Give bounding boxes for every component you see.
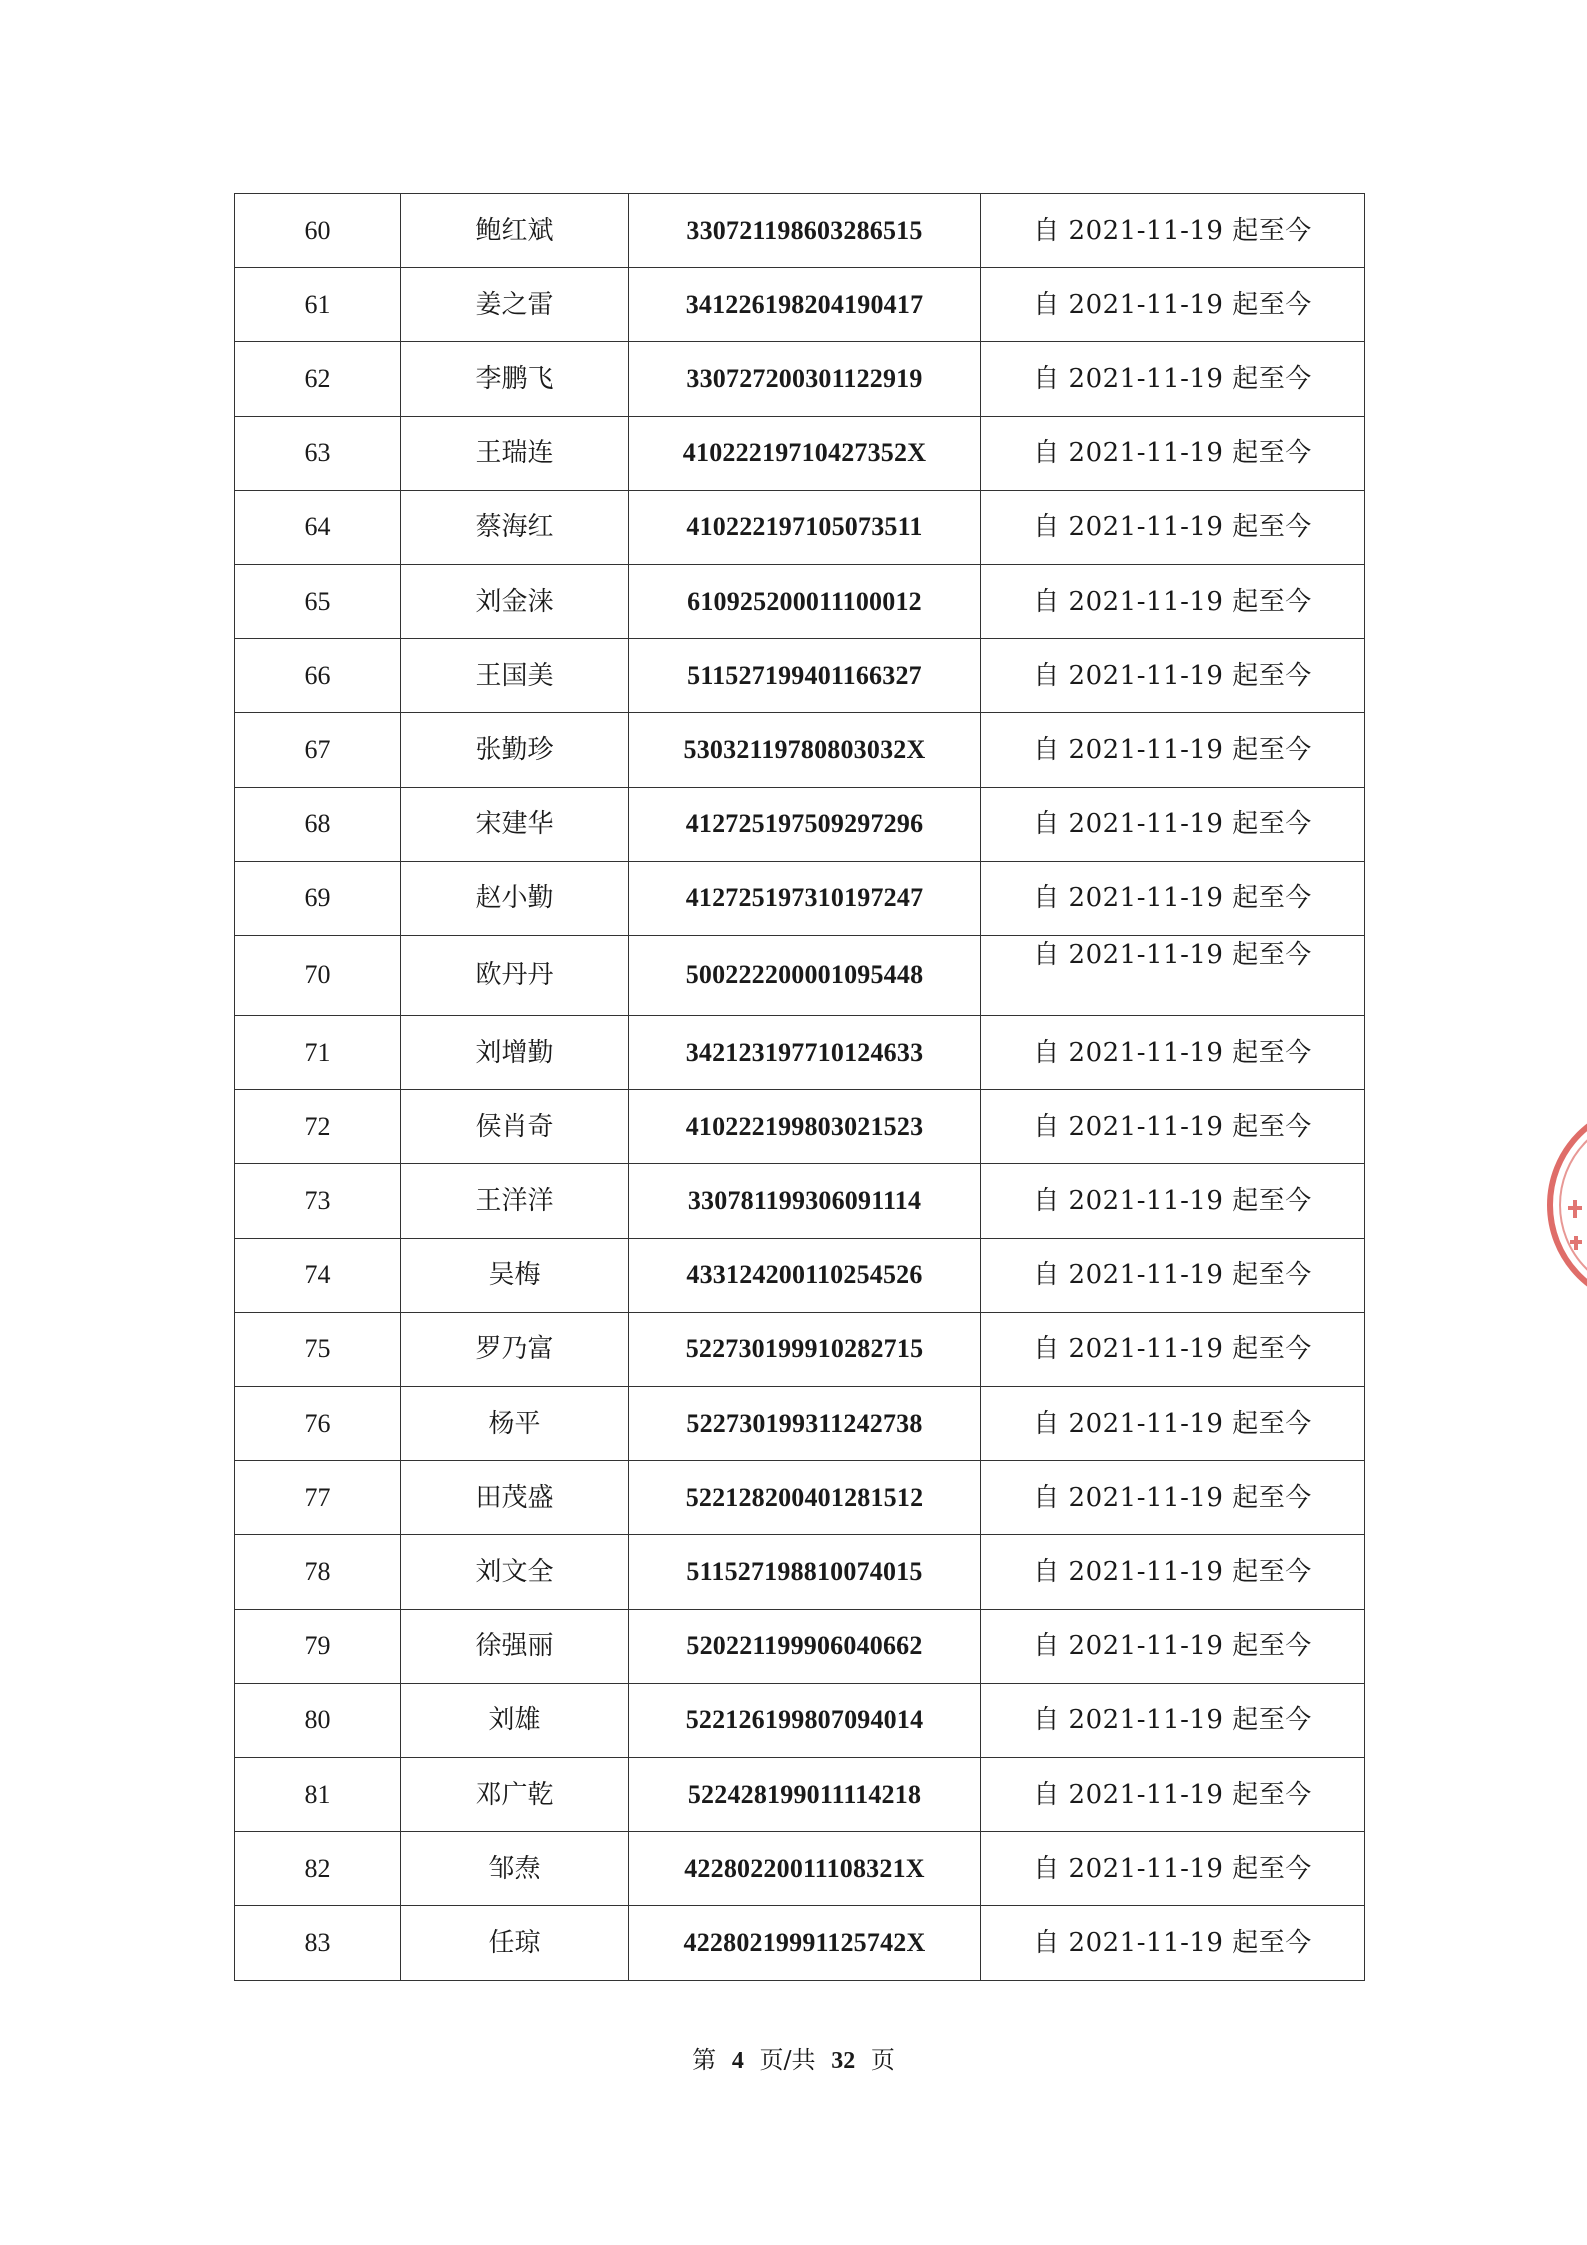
row-number-cell: 71 (235, 1016, 401, 1090)
row-name-cell: 鲍红斌 (401, 194, 629, 268)
table-row (235, 713, 1365, 787)
row-number-cell: 75 (235, 1312, 401, 1386)
row-number-cell: 61 (235, 268, 401, 342)
row-name-cell: 王国美 (401, 639, 629, 713)
row-number-cell: 69 (235, 861, 401, 935)
row-name-cell: 刘增勤 (401, 1016, 629, 1090)
table-row (235, 787, 1365, 861)
table-row (235, 935, 1365, 1015)
row-name-cell: 邹焘 (401, 1832, 629, 1906)
row-id-number-cell: 433124200110254526 (629, 1238, 981, 1312)
footer-total-pages: 32 (831, 2048, 856, 2074)
row-name-cell: 张勤珍 (401, 713, 629, 787)
row-period-cell: 自 2021-11-19 起至今 (981, 935, 1365, 1015)
row-id-number-cell: 520221199906040662 (629, 1609, 981, 1683)
row-name-cell: 侯肖奇 (401, 1090, 629, 1164)
row-id-number-cell: 412725197509297296 (629, 787, 981, 861)
row-name-cell: 罗乃富 (401, 1312, 629, 1386)
table-row (235, 268, 1365, 342)
row-name-cell: 赵小勤 (401, 861, 629, 935)
row-number-cell: 64 (235, 490, 401, 564)
row-id-number-cell: 522126199807094014 (629, 1683, 981, 1757)
footer-prefix: 第 (692, 2046, 717, 2074)
table-row (235, 1832, 1365, 1906)
row-number-cell: 82 (235, 1832, 401, 1906)
row-id-number-cell: 42280220011108321X (629, 1832, 981, 1906)
row-number-cell: 63 (235, 416, 401, 490)
row-id-number-cell: 500222200001095448 (629, 935, 981, 1015)
table-row (235, 564, 1365, 638)
row-number-cell: 70 (235, 935, 401, 1015)
table-row (235, 416, 1365, 490)
footer-current-page: 4 (731, 2048, 744, 2074)
table-row (235, 639, 1365, 713)
row-id-number-cell: 330727200301122919 (629, 342, 981, 416)
row-period-cell: 自 2021-11-19 起至今 (981, 1461, 1365, 1535)
table-row (235, 861, 1365, 935)
table-row (235, 1016, 1365, 1090)
row-id-number-cell: 53032119780803032X (629, 713, 981, 787)
row-period-cell: 自 2021-11-19 起至今 (981, 1016, 1365, 1090)
row-number-cell: 80 (235, 1683, 401, 1757)
table-row (235, 1164, 1365, 1238)
row-name-cell: 杨平 (401, 1387, 629, 1461)
page-footer (0, 2040, 1587, 2075)
table-row (235, 1757, 1365, 1831)
row-number-cell: 73 (235, 1164, 401, 1238)
footer-middle: 页/共 (759, 2046, 816, 2074)
row-id-number-cell: 410222199803021523 (629, 1090, 981, 1164)
row-id-number-cell: 522730199910282715 (629, 1312, 981, 1386)
row-name-cell: 吴梅 (401, 1238, 629, 1312)
row-period-cell: 自 2021-11-19 起至今 (981, 1609, 1365, 1683)
table-row (235, 1609, 1365, 1683)
row-number-cell: 67 (235, 713, 401, 787)
table-row (235, 1312, 1365, 1386)
row-id-number-cell: 341226198204190417 (629, 268, 981, 342)
table-row (235, 194, 1365, 268)
row-period-cell: 自 2021-11-19 起至今 (981, 787, 1365, 861)
row-period-cell: 自 2021-11-19 起至今 (981, 713, 1365, 787)
row-id-number-cell: 42280219991125742X (629, 1906, 981, 1980)
row-name-cell: 蔡海红 (401, 490, 629, 564)
table-row (235, 1906, 1365, 1980)
row-number-cell: 81 (235, 1757, 401, 1831)
row-id-number-cell: 522428199011114218 (629, 1757, 981, 1831)
row-period-cell: 自 2021-11-19 起至今 (981, 416, 1365, 490)
row-number-cell: 68 (235, 787, 401, 861)
row-id-number-cell: 511527199401166327 (629, 639, 981, 713)
row-name-cell: 邓广乾 (401, 1757, 629, 1831)
row-name-cell: 徐强丽 (401, 1609, 629, 1683)
row-period-cell: 自 2021-11-19 起至今 (981, 1164, 1365, 1238)
table-row (235, 1238, 1365, 1312)
table-row (235, 342, 1365, 416)
row-number-cell: 62 (235, 342, 401, 416)
row-period-cell: 自 2021-11-19 起至今 (981, 1906, 1365, 1980)
row-id-number-cell: 330721198603286515 (629, 194, 981, 268)
row-id-number-cell: 511527198810074015 (629, 1535, 981, 1609)
table-row (235, 1461, 1365, 1535)
row-period-cell: 自 2021-11-19 起至今 (981, 564, 1365, 638)
roster-table-body (235, 194, 1365, 1981)
row-period-cell: 自 2021-11-19 起至今 (981, 1387, 1365, 1461)
table-row (235, 1090, 1365, 1164)
row-id-number-cell: 342123197710124633 (629, 1016, 981, 1090)
row-number-cell: 76 (235, 1387, 401, 1461)
table-row (235, 1535, 1365, 1609)
row-id-number-cell: 410222197105073511 (629, 490, 981, 564)
row-period-cell: 自 2021-11-19 起至今 (981, 1238, 1365, 1312)
row-period-cell: 自 2021-11-19 起至今 (981, 1757, 1365, 1831)
row-id-number-cell: 610925200011100012 (629, 564, 981, 638)
row-period-cell: 自 2021-11-19 起至今 (981, 639, 1365, 713)
row-number-cell: 66 (235, 639, 401, 713)
row-id-number-cell: 41022219710427352X (629, 416, 981, 490)
row-period-cell: 自 2021-11-19 起至今 (981, 194, 1365, 268)
row-id-number-cell: 522730199311242738 (629, 1387, 981, 1461)
row-id-number-cell: 412725197310197247 (629, 861, 981, 935)
row-number-cell: 60 (235, 194, 401, 268)
row-number-cell: 79 (235, 1609, 401, 1683)
row-period-cell: 自 2021-11-19 起至今 (981, 1535, 1365, 1609)
row-number-cell: 78 (235, 1535, 401, 1609)
row-name-cell: 欧丹丹 (401, 935, 629, 1015)
row-period-cell: 自 2021-11-19 起至今 (981, 1090, 1365, 1164)
row-id-number-cell: 522128200401281512 (629, 1461, 981, 1535)
table-row (235, 490, 1365, 564)
row-name-cell: 姜之雷 (401, 268, 629, 342)
footer-suffix: 页 (870, 2046, 895, 2074)
row-name-cell: 王洋洋 (401, 1164, 629, 1238)
row-period-cell: 自 2021-11-19 起至今 (981, 1683, 1365, 1757)
row-number-cell: 77 (235, 1461, 401, 1535)
row-name-cell: 王瑞连 (401, 416, 629, 490)
row-period-cell: 自 2021-11-19 起至今 (981, 1312, 1365, 1386)
row-number-cell: 83 (235, 1906, 401, 1980)
row-period-cell: 自 2021-11-19 起至今 (981, 268, 1365, 342)
row-name-cell: 田茂盛 (401, 1461, 629, 1535)
roster-table (234, 193, 1365, 1981)
row-name-cell: 宋建华 (401, 787, 629, 861)
row-name-cell: 刘文全 (401, 1535, 629, 1609)
row-period-cell: 自 2021-11-19 起至今 (981, 861, 1365, 935)
row-name-cell: 任琼 (401, 1906, 629, 1980)
row-id-number-cell: 330781199306091114 (629, 1164, 981, 1238)
row-number-cell: 65 (235, 564, 401, 638)
row-period-cell: 自 2021-11-19 起至今 (981, 342, 1365, 416)
row-number-cell: 72 (235, 1090, 401, 1164)
table-row (235, 1683, 1365, 1757)
row-name-cell: 李鹏飞 (401, 342, 629, 416)
row-period-cell: 自 2021-11-19 起至今 (981, 1832, 1365, 1906)
row-number-cell: 74 (235, 1238, 401, 1312)
row-period-cell: 自 2021-11-19 起至今 (981, 490, 1365, 564)
table-row (235, 1387, 1365, 1461)
row-name-cell: 刘雄 (401, 1683, 629, 1757)
row-name-cell: 刘金涞 (401, 564, 629, 638)
partial-red-seal-icon (1540, 1090, 1587, 1320)
